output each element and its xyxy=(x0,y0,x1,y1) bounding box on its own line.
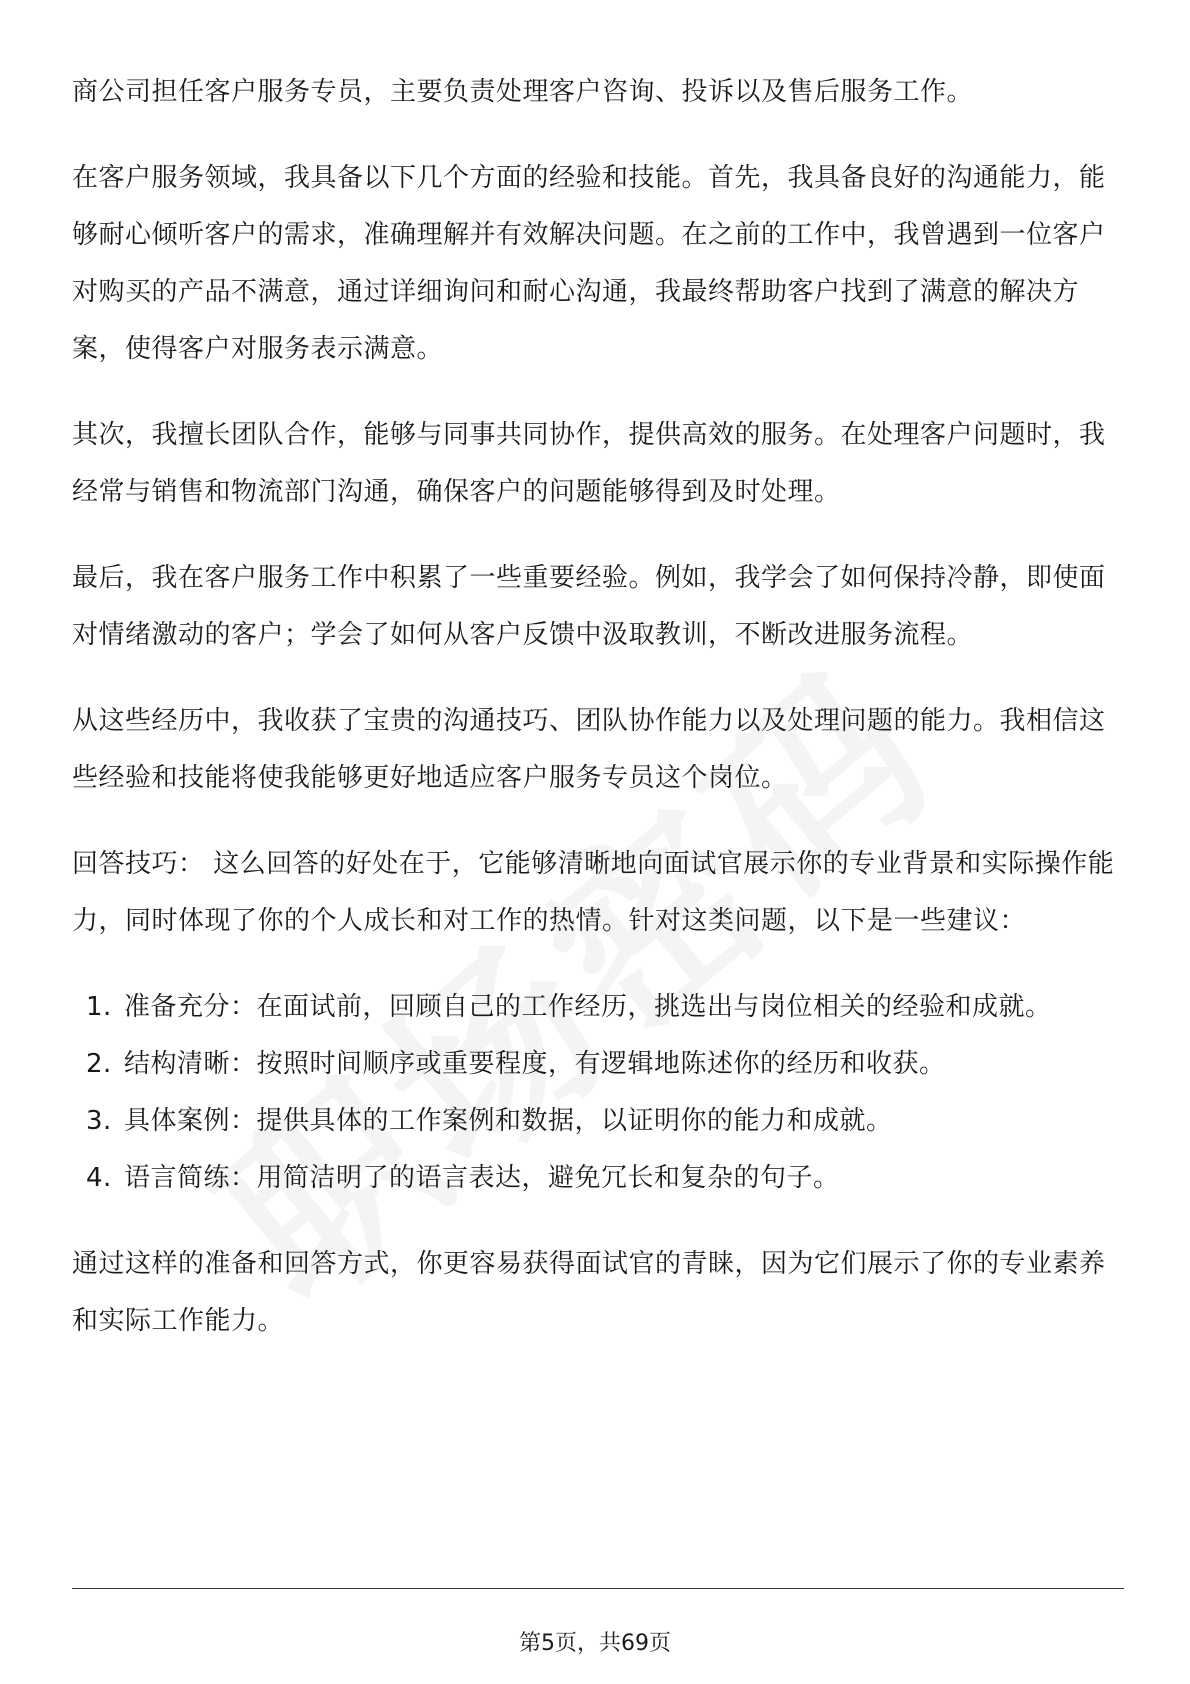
list-item-number: 1. xyxy=(86,992,112,1022)
tips-list xyxy=(72,979,1124,1207)
paragraph: 商公司担任客户服务专员，主要负责处理客户咨询、投诉以及售后服务工作。 xyxy=(72,77,974,107)
paragraph: 在客户服务领域，我具备以下几个方面的经验和技能。首先，我具备良好的沟通能力，能够耐心倾听客户的需求，准确理解并有效解决问题。在之前的工作中，我曾遇到一位客户对购买的产品不满意，通过详细询问和耐心沟通，我最终帮助客户找到了满意的解决方案，使得客户对服务表示满意。 xyxy=(72,163,1106,364)
closing-paragraph: 通过这样的准备和回答方式，你更容易获得面试官的青睐，因为它们展示了你的专业素养和实际工作能力。 xyxy=(72,1249,1106,1336)
paragraph: 其次，我擅长团队合作，能够与同事共同协作，提供高效的服务。在处理客户问题时，我经常与销售和物流部门沟通，确保客户的问题能够得到及时处理。 xyxy=(72,420,1106,507)
paragraph: 从这些经历中，我收获了宝贵的沟通技巧、团队协作能力以及处理问题的能力。我相信这些经验和技能将使我能够更好地适应客户服务专员这个岗位。 xyxy=(72,706,1106,793)
list-item xyxy=(72,1036,1124,1093)
list-item-text: 准备充分：在面试前，回顾自己的工作经历，挑选出与岗位相关的经验和成就。 xyxy=(124,992,1052,1022)
list-item-text: 具体案例：提供具体的工作案例和数据，以证明你的能力和成就。 xyxy=(124,1106,893,1136)
list-item-number: 3. xyxy=(86,1106,112,1136)
list-item-number: 4. xyxy=(86,1163,112,1193)
list-item-text: 结构清晰：按照时间顺序或重要程度，有逻辑地陈述你的经历和收获。 xyxy=(124,1049,946,1079)
footer-divider xyxy=(72,1588,1124,1589)
answer-tips-intro: 回答技巧： 这么回答的好处在于，它能够清晰地向面试官展示你的专业背景和实际操作能力，同时体现了你的个人成长和对工作的热情。针对这类问题，以下是一些建议： xyxy=(72,849,1115,936)
list-item-number: 2. xyxy=(86,1049,112,1079)
list-item xyxy=(72,1150,1124,1207)
page-number: 第5页，共69页 xyxy=(519,1631,671,1656)
list-item xyxy=(72,1093,1124,1150)
paragraph: 最后，我在客户服务工作中积累了一些重要经验。例如，我学会了如何保持冷静，即使面对情绪激动的客户；学会了如何从客户反馈中汲取教训，不断改进服务流程。 xyxy=(72,563,1106,650)
document-body xyxy=(72,64,1124,1379)
list-item xyxy=(72,979,1124,1036)
list-item-text: 语言简练：用简洁明了的语言表达，避免冗长和复杂的句子。 xyxy=(124,1163,840,1193)
